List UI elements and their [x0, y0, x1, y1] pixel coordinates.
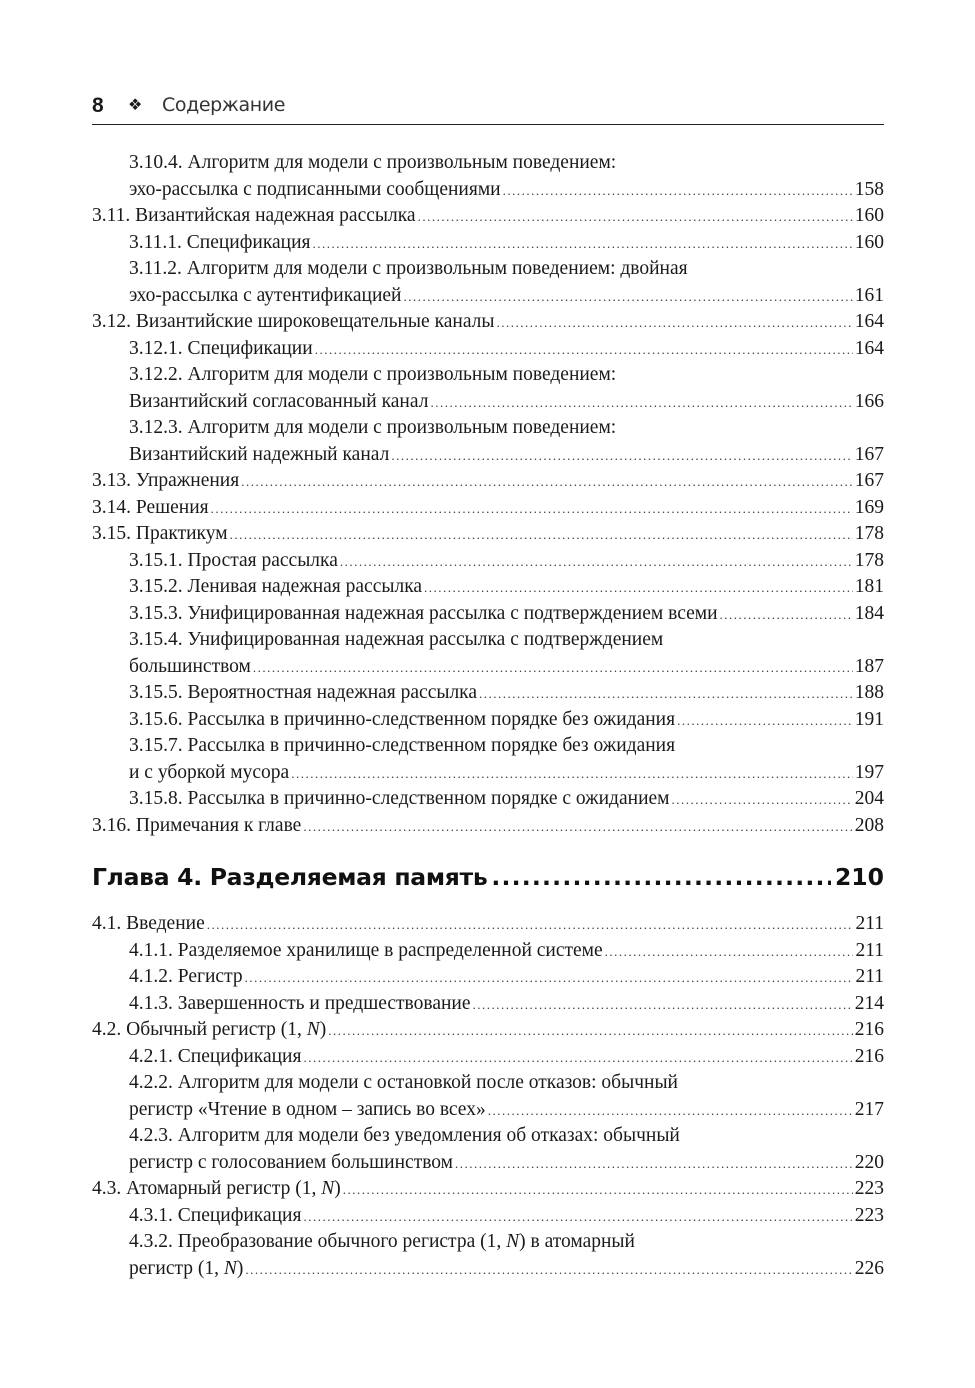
toc-entry: [92, 1070, 884, 1097]
toc-entry: [92, 760, 884, 787]
leader-dots: [303, 1204, 852, 1231]
toc-entry-page: 178: [854, 523, 884, 544]
chapter-page: 210: [834, 863, 884, 891]
toc-entry-page: 211: [855, 913, 884, 934]
leader-dots: [340, 549, 853, 576]
leader-dots: [245, 1257, 852, 1284]
toc-entry: [92, 256, 884, 283]
leader-dots: [391, 443, 852, 470]
toc-entry-title: 4.1.3. Завершенность и предшествование: [129, 992, 471, 1014]
toc-entry: [92, 495, 884, 522]
toc-entry-page: 211: [855, 939, 884, 961]
toc-entry-page: 167: [854, 470, 884, 491]
leader-dots: [488, 1098, 853, 1125]
leader-dots: [503, 178, 853, 205]
toc-entry: [92, 964, 884, 991]
toc-entry-title: Византийский согласованный канал: [129, 390, 429, 412]
toc-entry: [92, 1176, 884, 1203]
toc-entry: [92, 177, 884, 204]
toc-entry: [92, 1203, 884, 1230]
chapter-heading: [92, 847, 884, 907]
toc-entry: [92, 574, 884, 601]
toc-entry: [92, 230, 884, 257]
toc-entry: [92, 150, 884, 177]
leader-dots: [497, 310, 853, 337]
toc-entry-page: 214: [854, 992, 884, 1014]
toc-entry: [92, 442, 884, 469]
toc-entry-page: 169: [854, 496, 884, 518]
toc-entry-page: 164: [854, 311, 884, 332]
page-number: 8: [92, 94, 104, 117]
toc-entry: [92, 1256, 884, 1283]
toc-entry-title: большинством: [129, 655, 251, 677]
leader-dots: [404, 284, 853, 311]
leader-dots: [211, 496, 853, 523]
leader-dots: [303, 814, 852, 841]
toc-section-chapter-4: [92, 911, 884, 1282]
toc-entry-title: 4.3.1. Спецификация: [129, 1204, 302, 1226]
leader-dots: [479, 681, 853, 708]
toc-entry-title: 3.12.1. Спецификации: [129, 337, 313, 359]
toc-entry-title: 3.15.4. Унифицированная надежная рассылка с подтверждением: [129, 629, 664, 650]
toc-entry-title: 4.1.2. Регистр: [129, 966, 243, 987]
leader-dots: [424, 575, 853, 602]
toc-entry-title: Византийский надежный канал: [129, 443, 390, 465]
toc-entry-page: 211: [855, 966, 884, 987]
leader-dots: [720, 602, 853, 629]
toc-entry-page: 160: [854, 205, 884, 226]
leader-dots: [605, 939, 854, 966]
toc-entry: [92, 733, 884, 760]
toc-entry: [92, 548, 884, 575]
toc-entry-title: 3.10.4. Алгоритм для модели с произвольным поведением:: [129, 152, 617, 173]
toc-entry-title: 3.15.5. Вероятностная надежная рассылка: [129, 682, 478, 703]
toc-entry: [92, 786, 884, 813]
toc-entry: [92, 813, 884, 840]
toc-entry: [92, 309, 884, 336]
toc-entry-title: и с уборкой мусора: [129, 761, 290, 783]
toc-entry: [92, 680, 884, 707]
toc-entry-page: 158: [854, 178, 884, 200]
toc-entry-page: 160: [854, 231, 884, 253]
toc-entry-page: 187: [854, 655, 884, 677]
toc-entry-page: 216: [854, 1019, 884, 1040]
leader-dots: [343, 1177, 853, 1204]
running-header: [92, 94, 884, 125]
toc-entry-title: 3.16. Примечания к главе: [92, 814, 302, 836]
toc-entry-title: 3.15. Практикум: [92, 523, 228, 544]
leader-dots: [207, 912, 854, 939]
toc-entry: [92, 362, 884, 389]
toc-entry-title: 3.11.2. Алгоритм для модели с произвольным поведением: двойная: [129, 258, 688, 279]
toc-entry-page: 167: [854, 443, 884, 465]
leader-dots: [245, 965, 854, 992]
toc-section-chapter-3: [92, 150, 884, 839]
toc-entry-title: 3.15.6. Рассылка в причинно-следственном порядке без ожидания: [129, 708, 676, 730]
toc-entry-page: 220: [854, 1151, 884, 1173]
leader-dots: [230, 522, 853, 549]
toc-entry: [92, 938, 884, 965]
toc-entry-page: 164: [854, 337, 884, 359]
toc-entry-title: 3.15.1. Простая рассылка: [129, 549, 338, 571]
toc-entry-title: 4.2.3. Алгоритм для модели без уведомления об отказах: обычный: [129, 1125, 680, 1146]
toc-entry-title: 4.1.1. Разделяемое хранилище в распределенной системе: [129, 939, 603, 961]
toc-entry-title: 4.2.2. Алгоритм для модели с остановкой после отказов: обычный: [129, 1072, 678, 1093]
toc-entry-title: 3.15.2. Ленивая надежная рассылка: [129, 576, 423, 597]
toc-entry-page: 226: [854, 1257, 884, 1279]
toc-entry: [92, 1017, 884, 1044]
toc-entry-title: 3.12.3. Алгоритм для модели с произвольным поведением:: [129, 417, 617, 438]
toc-entry-title: 3.11. Византийская надежная рассылка: [92, 205, 416, 226]
toc-entry-title: эхо-рассылка с аутентификацией: [129, 284, 402, 306]
leader-dots: [241, 469, 853, 496]
toc-entry-title: регистр (1, N): [129, 1257, 244, 1279]
toc-entry: [92, 627, 884, 654]
toc-entry-title: регистр «Чтение в одном – запись во всех»: [129, 1098, 486, 1120]
toc-entry-title: 4.2.1. Спецификация: [129, 1045, 302, 1067]
toc-entry-title: 4.3.2. Преобразование обычного регистра (1, N) в атомарный: [129, 1231, 635, 1252]
toc-entry-page: 178: [854, 549, 884, 571]
toc-entry-page: 204: [854, 788, 884, 809]
leader-dots: [430, 390, 852, 417]
toc-entry: [92, 1097, 884, 1124]
running-title: Содержание: [162, 94, 285, 116]
leader-dots: [418, 204, 853, 231]
toc-entry-title: 3.15.7. Рассылка в причинно-следственном порядке без ожидания: [129, 735, 676, 756]
toc-entry-title: регистр с голосованием большинством: [129, 1151, 454, 1173]
leader-dots: [315, 337, 853, 364]
toc-entry-title: 3.12. Византийские широковещательные каналы: [92, 311, 495, 332]
leader-dots: [491, 863, 831, 891]
toc-entry-page: 223: [854, 1204, 884, 1226]
toc-entry-title: эхо-рассылка с подписанными сообщениями: [129, 178, 501, 200]
toc-entry: [92, 911, 884, 938]
toc-entry-page: 191: [854, 708, 884, 730]
toc-entry: [92, 1044, 884, 1071]
toc-entry: [92, 707, 884, 734]
toc-entry: [92, 336, 884, 363]
toc-entry: [92, 654, 884, 681]
toc-entry-title: 3.14. Решения: [92, 496, 209, 518]
toc-entry-page: 223: [854, 1178, 884, 1199]
leader-dots: [313, 231, 853, 258]
toc-entry: [92, 521, 884, 548]
leader-dots: [455, 1151, 853, 1178]
toc-entry-title: 3.15.8. Рассылка в причинно-следственном порядке с ожиданием: [129, 788, 670, 809]
toc-entry-title: 3.12.2. Алгоритм для модели с произвольным поведением:: [129, 364, 617, 385]
toc-entry: [92, 203, 884, 230]
toc-entry: [92, 601, 884, 628]
leader-dots: [677, 708, 853, 735]
toc-entry: [92, 991, 884, 1018]
leader-dots: [328, 1018, 852, 1045]
table-of-contents: [92, 150, 884, 1282]
toc-entry-page: 217: [854, 1098, 884, 1120]
toc-entry-page: 184: [854, 602, 884, 624]
toc-entry-page: 208: [854, 814, 884, 836]
toc-entry-page: 197: [854, 761, 884, 783]
toc-entry-page: 166: [854, 390, 884, 412]
leader-dots: [473, 992, 853, 1019]
leader-dots: [291, 761, 853, 788]
toc-entry: [92, 389, 884, 416]
toc-entry-title: 3.15.3. Унифицированная надежная рассылка с подтверждением всеми: [129, 602, 718, 624]
toc-entry-page: 181: [854, 576, 884, 597]
toc-entry-page: 161: [854, 284, 884, 306]
toc-entry-title: 3.11.1. Спецификация: [129, 231, 311, 253]
toc-entry: [92, 283, 884, 310]
toc-entry-title: 4.2. Обычный регистр (1, N): [92, 1019, 327, 1040]
toc-entry-title: 4.3. Атомарный регистр (1, N): [92, 1178, 341, 1199]
ornament-icon: ❖: [128, 95, 143, 114]
toc-entry-page: 188: [854, 682, 884, 703]
chapter-title: Глава 4. Разделяемая память: [92, 863, 488, 891]
leader-dots: [253, 655, 853, 682]
toc-entry: [92, 468, 884, 495]
toc-entry: [92, 1150, 884, 1177]
toc-entry: [92, 1123, 884, 1150]
leader-dots: [672, 787, 853, 814]
toc-entry: [92, 1229, 884, 1256]
toc-entry: [92, 415, 884, 442]
toc-entry-title: 3.13. Упражнения: [92, 470, 240, 491]
toc-entry-page: 216: [854, 1045, 884, 1067]
leader-dots: [303, 1045, 852, 1072]
toc-entry-title: 4.1. Введение: [92, 913, 205, 934]
